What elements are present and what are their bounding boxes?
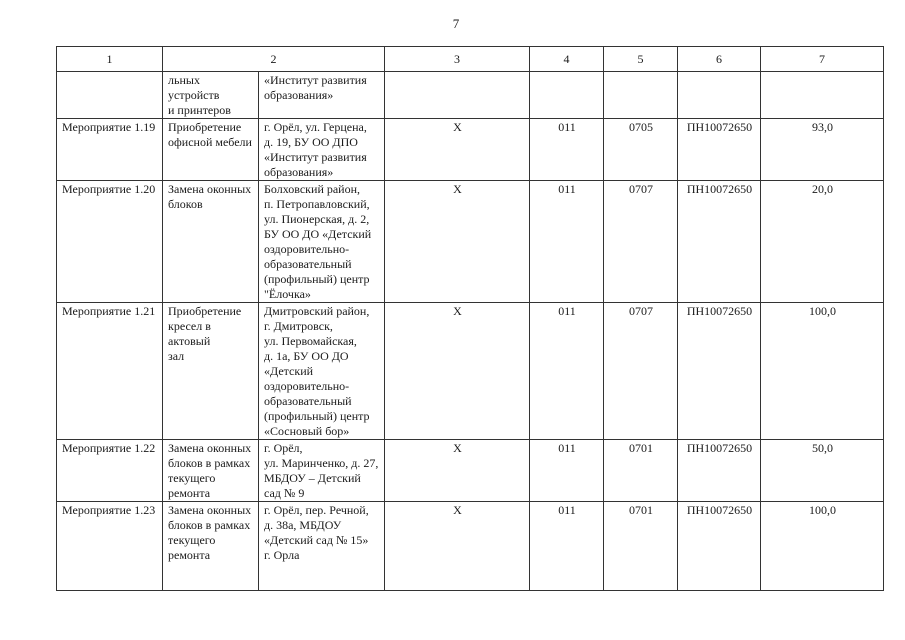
col6-cell: ПН10072650 (678, 119, 761, 181)
header-cell-2: 2 (163, 47, 385, 72)
col7-cell (761, 72, 884, 119)
header-cell-3: 3 (385, 47, 530, 72)
header-cell-5: 5 (604, 47, 678, 72)
col7-cell: 100,0 (761, 502, 884, 591)
name-cell: Приобретение кресел в актовый зал (163, 303, 259, 440)
event-cell: Мероприятие 1.23 (57, 502, 163, 591)
col6-cell: ПН10072650 (678, 440, 761, 502)
col3-cell: Х (385, 440, 530, 502)
header-cell-7: 7 (761, 47, 884, 72)
col5-cell: 0701 (604, 502, 678, 591)
location-cell: г. Орёл, ул. Герцена, д. 19, БУ ОО ДПО «Институт развития образования» (259, 119, 385, 181)
table-header-row (57, 47, 884, 72)
table-row (57, 502, 884, 591)
table-row (57, 119, 884, 181)
location-cell: Дмитровский район, г. Дмитровск, ул. Первомайская, д. 1а, БУ ОО ДО «Детский оздоровительно- образовательный (профильный) центр «Сосновый бор» (259, 303, 385, 440)
col6-cell: ПН10072650 (678, 303, 761, 440)
col7-cell: 50,0 (761, 440, 884, 502)
col3-cell: Х (385, 181, 530, 303)
event-cell: Мероприятие 1.19 (57, 119, 163, 181)
table-row (57, 440, 884, 502)
col3-cell: Х (385, 119, 530, 181)
col6-cell (678, 72, 761, 119)
col3-cell: Х (385, 502, 530, 591)
name-cell: Замена оконных блоков в рамках текущего ремонта (163, 502, 259, 591)
col7-cell: 20,0 (761, 181, 884, 303)
page-number: 7 (452, 16, 460, 31)
name-cell: Замена оконных блоков в рамках текущего ремонта (163, 440, 259, 502)
col5-cell (604, 72, 678, 119)
header-cell-4: 4 (530, 47, 604, 72)
col4-cell: 011 (530, 181, 604, 303)
header-cell-6: 6 (678, 47, 761, 72)
budget-table (56, 46, 884, 591)
col4-cell: 011 (530, 440, 604, 502)
location-cell: «Институт развития образования» (259, 72, 385, 119)
col5-cell: 0701 (604, 440, 678, 502)
event-cell: Мероприятие 1.20 (57, 181, 163, 303)
header-cell-1: 1 (57, 47, 163, 72)
col4-cell: 011 (530, 303, 604, 440)
col6-cell: ПН10072650 (678, 181, 761, 303)
col4-cell: 011 (530, 119, 604, 181)
location-cell: Болховский район, п. Петропавловский, ул. Пионерская, д. 2, БУ ОО ДО «Детский оздоровительно- образовательный (профильный) центр "Ёлочка» (259, 181, 385, 303)
table-row (57, 181, 884, 303)
event-cell: Мероприятие 1.22 (57, 440, 163, 502)
col7-cell: 100,0 (761, 303, 884, 440)
table-row (57, 72, 884, 119)
col5-cell: 0705 (604, 119, 678, 181)
name-cell: льных устройств и принтеров (163, 72, 259, 119)
col3-cell (385, 72, 530, 119)
location-cell: г. Орёл, пер. Речной, д. 38а, МБДОУ «Детский сад № 15» г. Орла (259, 502, 385, 591)
event-cell: Мероприятие 1.21 (57, 303, 163, 440)
col6-cell: ПН10072650 (678, 502, 761, 591)
name-cell: Приобретение офисной мебели (163, 119, 259, 181)
col5-cell: 0707 (604, 181, 678, 303)
location-cell: г. Орёл, ул. Маринченко, д. 27, МБДОУ – Детский сад № 9 (259, 440, 385, 502)
col4-cell (530, 72, 604, 119)
event-cell (57, 72, 163, 119)
col5-cell: 0707 (604, 303, 678, 440)
col4-cell: 011 (530, 502, 604, 591)
table-row (57, 303, 884, 440)
name-cell: Замена оконных блоков (163, 181, 259, 303)
col3-cell: Х (385, 303, 530, 440)
col7-cell: 93,0 (761, 119, 884, 181)
